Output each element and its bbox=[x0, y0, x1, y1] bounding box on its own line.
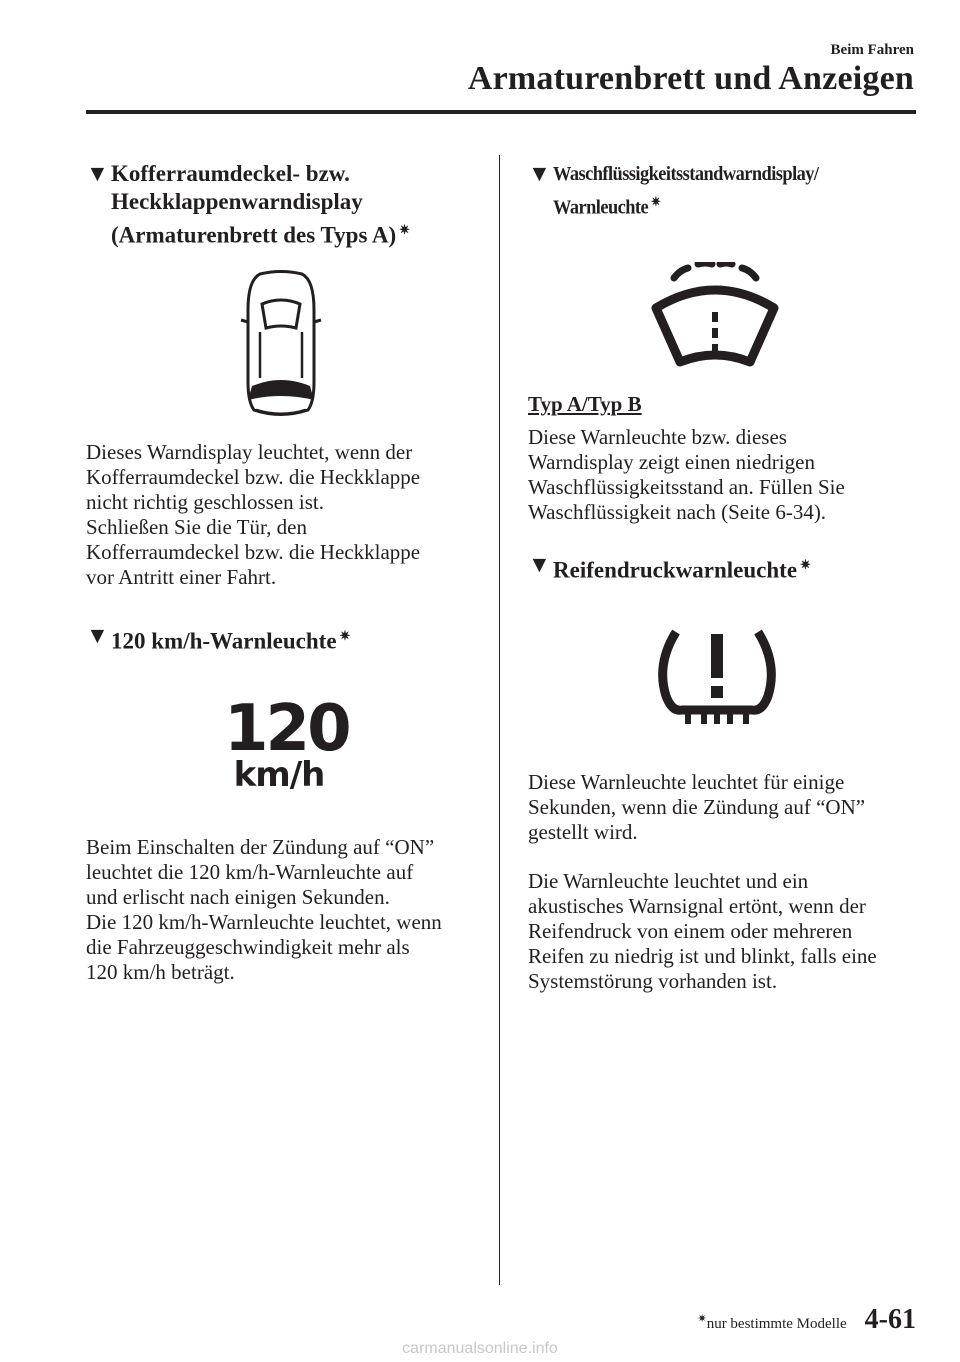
body-line: Beim Einschalten der Zündung auf “ON” bbox=[86, 835, 435, 860]
speed-description bbox=[86, 835, 481, 985]
body-line: Kofferraumdeckel bzw. die Heckklappe bbox=[86, 539, 421, 564]
body-line: vor Antritt einer Fahrt. bbox=[86, 564, 277, 589]
triangle-marker-icon: ▼ bbox=[528, 161, 551, 186]
body-line: Waschflüssigkeit nach (Seite 6-34). bbox=[528, 499, 827, 524]
speed-120-icon bbox=[224, 692, 349, 796]
heading-line: Warnleuchte ✷ bbox=[553, 194, 661, 219]
page-footer bbox=[694, 1304, 916, 1336]
right-column bbox=[528, 160, 923, 994]
page-number: 4-61 bbox=[864, 1304, 916, 1335]
body-line: Die 120 km/h-Warnleuchte leuchtet, wenn bbox=[86, 910, 442, 935]
body-line: Reifendruck von einem oder mehreren bbox=[528, 919, 853, 944]
car-trunk-open-icon bbox=[238, 270, 481, 422]
tire-description-b bbox=[528, 869, 923, 994]
speed-unit: km/h bbox=[233, 755, 325, 796]
triangle-marker-icon: ▼ bbox=[86, 622, 109, 648]
watermark: carmanualsonline.info bbox=[402, 1340, 558, 1357]
body-line: Diese Warnleuchte bzw. dieses bbox=[528, 424, 787, 449]
star-marker-icon: ✷ bbox=[399, 222, 411, 237]
washer-description bbox=[528, 425, 923, 525]
chapter-title: Armaturenbrett und Anzeigen bbox=[467, 60, 914, 97]
heading-line: Heckklappenwarndisplay bbox=[111, 189, 363, 214]
star-marker-icon: ✷ bbox=[697, 1313, 707, 1325]
section-label: Beim Fahren bbox=[830, 42, 914, 58]
body-line: Reifen zu niedrig ist und blinkt, falls eine bbox=[528, 944, 877, 969]
trunk-description bbox=[86, 440, 481, 590]
triangle-marker-icon: ▼ bbox=[86, 161, 109, 186]
heading-line: Kofferraumdeckel- bzw. bbox=[111, 161, 350, 186]
tire-pressure-icon bbox=[652, 624, 923, 734]
body-line: nicht richtig geschlossen ist. bbox=[86, 489, 324, 514]
body-line: leuchtet die 120 km/h-Warnleuchte auf bbox=[86, 860, 414, 885]
body-line: Systemstörung vorhanden ist. bbox=[528, 969, 778, 994]
body-line: und erlischt nach einigen Sekunden. bbox=[86, 885, 390, 910]
speed-number: 120 bbox=[224, 692, 349, 767]
body-line: Warndisplay zeigt einen niedrigen bbox=[528, 449, 815, 474]
body-line: Diese Warnleuchte leuchtet für einige bbox=[528, 770, 845, 795]
section-heading-washer bbox=[528, 160, 923, 222]
type-subtitle: Typ A/Typ B bbox=[528, 391, 642, 416]
section-heading-trunk bbox=[86, 160, 481, 250]
body-line: 120 km/h beträgt. bbox=[86, 960, 235, 985]
header-rule bbox=[86, 110, 916, 114]
footnote: ✷nur bestimmte Modelle bbox=[697, 1313, 847, 1332]
star-marker-icon: ✷ bbox=[339, 627, 351, 643]
star-marker-icon: ✷ bbox=[650, 194, 661, 209]
heading-line: (Armaturenbrett des Typs A) ✷ bbox=[111, 222, 411, 248]
star-marker-icon: ✷ bbox=[800, 556, 811, 572]
body-line: Kofferraumdeckel bzw. die Heckklappe bbox=[86, 464, 421, 489]
triangle-marker-icon: ▼ bbox=[528, 551, 551, 577]
washer-fluid-icon bbox=[650, 262, 923, 372]
body-line: Die Warnleuchte leuchtet und ein bbox=[528, 869, 809, 894]
body-line: gestellt wird. bbox=[528, 820, 638, 845]
section-heading-tire: ▼ Reifendruckwarnleuchte ✷ bbox=[528, 551, 811, 583]
section-heading-120: ▼ 120 km/h-Warnleuchte ✷ bbox=[86, 622, 351, 654]
left-column bbox=[86, 160, 481, 985]
body-line: die Fahrzeuggeschwindigkeit mehr als bbox=[86, 935, 410, 960]
tire-description-a bbox=[528, 770, 923, 845]
body-line: akustisches Warnsignal ertönt, wenn der bbox=[528, 894, 866, 919]
body-line: Waschflüssigkeitsstand an. Füllen Sie bbox=[528, 474, 845, 499]
body-line: Dieses Warndisplay leuchtet, wenn der bbox=[86, 439, 413, 464]
heading-line: Waschflüssigkeitsstandwarndisplay/ bbox=[553, 163, 819, 185]
column-divider bbox=[499, 155, 500, 1285]
body-line: Sekunden, wenn die Zündung auf “ON” bbox=[528, 795, 866, 820]
body-line: Schließen Sie die Tür, den bbox=[86, 514, 307, 539]
